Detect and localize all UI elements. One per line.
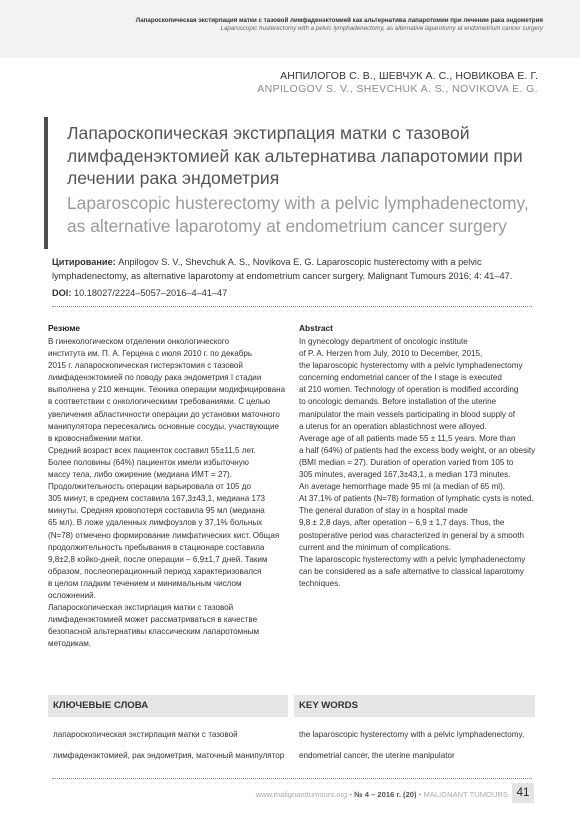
abstract-ru-line: осложнений. — [48, 590, 96, 600]
keywords-ru-line: лимфаденэктомией, рак эндометрия, маточный манипулятор — [53, 750, 285, 760]
abstract-ru-heading: Резюме — [48, 323, 81, 333]
keywords-en — [299, 721, 539, 770]
abstract-en-line: 9,8 ± 2,8 days, after operation – 6,9 ± 1,7 days. Thus, the — [299, 518, 505, 528]
abstract-ru-line: выполнена у 210 женщин. Техника операции модифицирована — [48, 385, 286, 395]
abstract-en — [299, 323, 549, 590]
abstract-en-heading: Abstract — [299, 323, 333, 333]
citation-text: Anpilogov S. V., Shevchuk A. S., Novikova E. G. Laparoscopic husterectomy with a pelvic lymphadenectomy, as alternative laparotomy at endometrium cancer surgery. Malignant Tumours 2016; 4: 41–47. — [52, 257, 513, 281]
abstract-en-line: the laparoscopic hysterectomy with a pelvic lymphadenectomy — [299, 361, 523, 371]
abstract-ru-line: Лапароскопическая экстирпация матки с тазовой — [48, 603, 234, 613]
abstract-en-line: current and the minimum of complications. — [299, 542, 452, 552]
page-number: 41 — [512, 783, 534, 803]
abstract-ru-line: в кровоснабжении матки. — [48, 433, 143, 443]
footer-separator: • — [349, 790, 353, 799]
abstract-ru-line: Средний возраст всех пациенток составил 55±11,5 лет. — [48, 445, 256, 455]
keywords-ru — [53, 721, 293, 770]
abstract-ru-line: (N=78) отмечено формирование лимфатических кист. Общая — [48, 530, 280, 540]
abstract-en-line: The laparoscopic hysterectomy with a pelvic lymphadenectomy — [299, 554, 526, 564]
abstract-en-line: a half (64%) of patients had the excess body weight, or an obesity — [299, 445, 536, 455]
running-header-ru: Лапароскопическая экстирпация матки с тазовой лимфаденэктомией как альтернатива лапаротомии при лечении рака эндометрия — [135, 17, 543, 24]
abstract-ru-line: института им. П. А. Герцена с июля 2010 г. по декабрь — [48, 349, 253, 359]
keywords-en-line: the laparoscopic hysterectomy with a pelvic lymphadenectomy, — [299, 730, 525, 740]
abstract-ru-line: методикам. — [48, 639, 92, 649]
footer-separator: • — [418, 790, 422, 799]
divider — [52, 306, 532, 307]
abstract-en-line: at 210 women. Technology of operation is modified according — [299, 385, 519, 395]
footer — [256, 789, 508, 801]
abstract-ru-line: увеличения абластичности операции до установки маточного — [48, 409, 280, 419]
abstract-en-line: postoperative period was characterized in general by a smooth — [299, 530, 524, 540]
abstract-ru-line: В гинекологическом отделении онкологического — [48, 337, 230, 346]
abstract-ru-line: Продолжительность операции варьировала от 105 до — [48, 482, 252, 492]
abstract-en-line: In gynecology department of oncologic institute — [299, 337, 468, 346]
doi-label: DOI: — [52, 288, 72, 298]
abstract-en-line: techniques. — [299, 578, 341, 588]
authors-en: ANPILOGOV S. V., SHEVCHUK A. S., NOVIKOVA E. G. — [257, 83, 538, 95]
article-title-en: Laparoscopic husterectomy with a pelvic lymphadenectomy, as alternative laparotomy at endometrium cancer surgery — [67, 193, 529, 236]
abstract-en-line: manipulator the main vessels participating in blood supply of — [299, 409, 515, 419]
abstract-en-line: At 37,1% of patients (N=78) formation of lymphatic cysts is noted. — [299, 494, 534, 504]
citation — [52, 255, 532, 283]
abstract-ru-line: 9,8±2,8 койко-дней, после операции – 6,9±1,7 дней. Таким — [48, 554, 268, 564]
abstract-ru-line: лимфаденэктомией по поводу рака эндометрия I стадии — [48, 373, 262, 383]
doi — [52, 286, 532, 300]
abstract-ru — [48, 323, 298, 650]
citation-label: Цитирование: — [52, 257, 116, 267]
abstract-en-line: The general duration of stay in a hospital made — [299, 506, 468, 516]
abstract-en-line: (BMI median = 27). Duration of operation varied from 105 to — [299, 457, 514, 467]
abstract-en-line: 305 minutes, averaged 167,3±43,1, a median 173 minutes. — [299, 470, 511, 480]
abstract-ru-line: в соответствии с онкологическими требованиями. С целью — [48, 397, 271, 407]
abstract-ru-line: 305 минут, в среднем составила 167,3±43,1, медиана 173 — [48, 494, 265, 504]
abstract-ru-line: безопасной альтернативы классическим лапаротомным — [48, 627, 260, 637]
footer-divider — [52, 778, 532, 779]
abstract-ru-line: лимфаденэктомией может рассматриваться в качестве — [48, 615, 258, 625]
abstract-ru-line: массу тела, либо ожирение (медиана ИМТ = 27). — [48, 470, 232, 480]
authors-ru: АНПИЛОГОВ С. В., ШЕВЧУК А. С., НОВИКОВА Е. Г. — [280, 70, 538, 82]
footer-website[interactable]: www.malignanttumours.org — [255, 790, 348, 799]
abstract-en-line: can be considered as a safe alternative to classical laparotomy — [299, 566, 524, 576]
abstract-ru-line: продолжительность пребывания в стационаре составила — [48, 542, 265, 552]
footer-journal: MALIGNANT TUMOURS — [423, 790, 508, 799]
abstract-ru-line: 65 мл). В ложе удаленных лимфоузлов у 37,1% больных — [48, 518, 263, 528]
article-title-ru: Лапароскопическая экстирпация матки с тазовой лимфаденэктомией как альтернатива лапаротомии при лечении рака эндометрия — [67, 123, 523, 188]
abstract-ru-line: минуты. Средняя кровопотеря составила 95 мл (медиана — [48, 506, 265, 516]
keywords-en-line: endometrial cancer, the uterine manipulator — [299, 750, 455, 760]
title-accent-bar — [44, 117, 48, 249]
abstract-en-line: concerning endometrial cancer of the I stage is executed — [299, 373, 502, 383]
doi-value[interactable]: 10.18027/2224–5057–2016–4–41–47 — [73, 288, 228, 298]
abstract-ru-body — [48, 336, 298, 650]
abstract-ru-line: в целом гладким течением и минимальным числом — [48, 578, 242, 588]
abstract-en-line: to oncologic demands. Before installation of the uterine — [299, 397, 497, 407]
abstract-en-body — [299, 336, 549, 590]
keywords-en-heading: KEY WORDS — [294, 695, 535, 717]
abstract-ru-line: 2015 г. лапароскопическая гистерэктомия с тазовой — [48, 361, 243, 371]
abstract-en-line: Average age of all patients made 55 ± 11,5 years. More than — [299, 433, 516, 443]
abstract-en-line: of P. A. Herzen from July, 2010 to December, 2015, — [299, 349, 483, 359]
keywords-ru-line: лапароскопическая экстирпация матки с тазовой — [53, 730, 238, 740]
abstract-en-line: a uterus for an operation ablastichnost were alloyed. — [299, 421, 487, 431]
abstract-ru-line: образом, послеоперационный период характеризовался — [48, 566, 262, 576]
footer-issue: № 4 – 2016 г. (20) — [354, 790, 417, 799]
abstract-ru-line: Более половины (64%) пациенток имели избыточную — [48, 457, 249, 467]
abstract-ru-line: манипулятора пересекались основные сосуды, участвующие — [48, 421, 279, 431]
abstract-en-line: An average hemorrhage made 95 ml (a median of 65 ml). — [299, 482, 506, 492]
running-header-en: Laparoscopic husterectomy with a pelvic lymphadenectomy, as alternative laparotomy at endometrium cancer surgery — [220, 25, 543, 32]
keywords-ru-heading: КЛЮЧЕВЫЕ СЛОВА — [48, 695, 288, 717]
